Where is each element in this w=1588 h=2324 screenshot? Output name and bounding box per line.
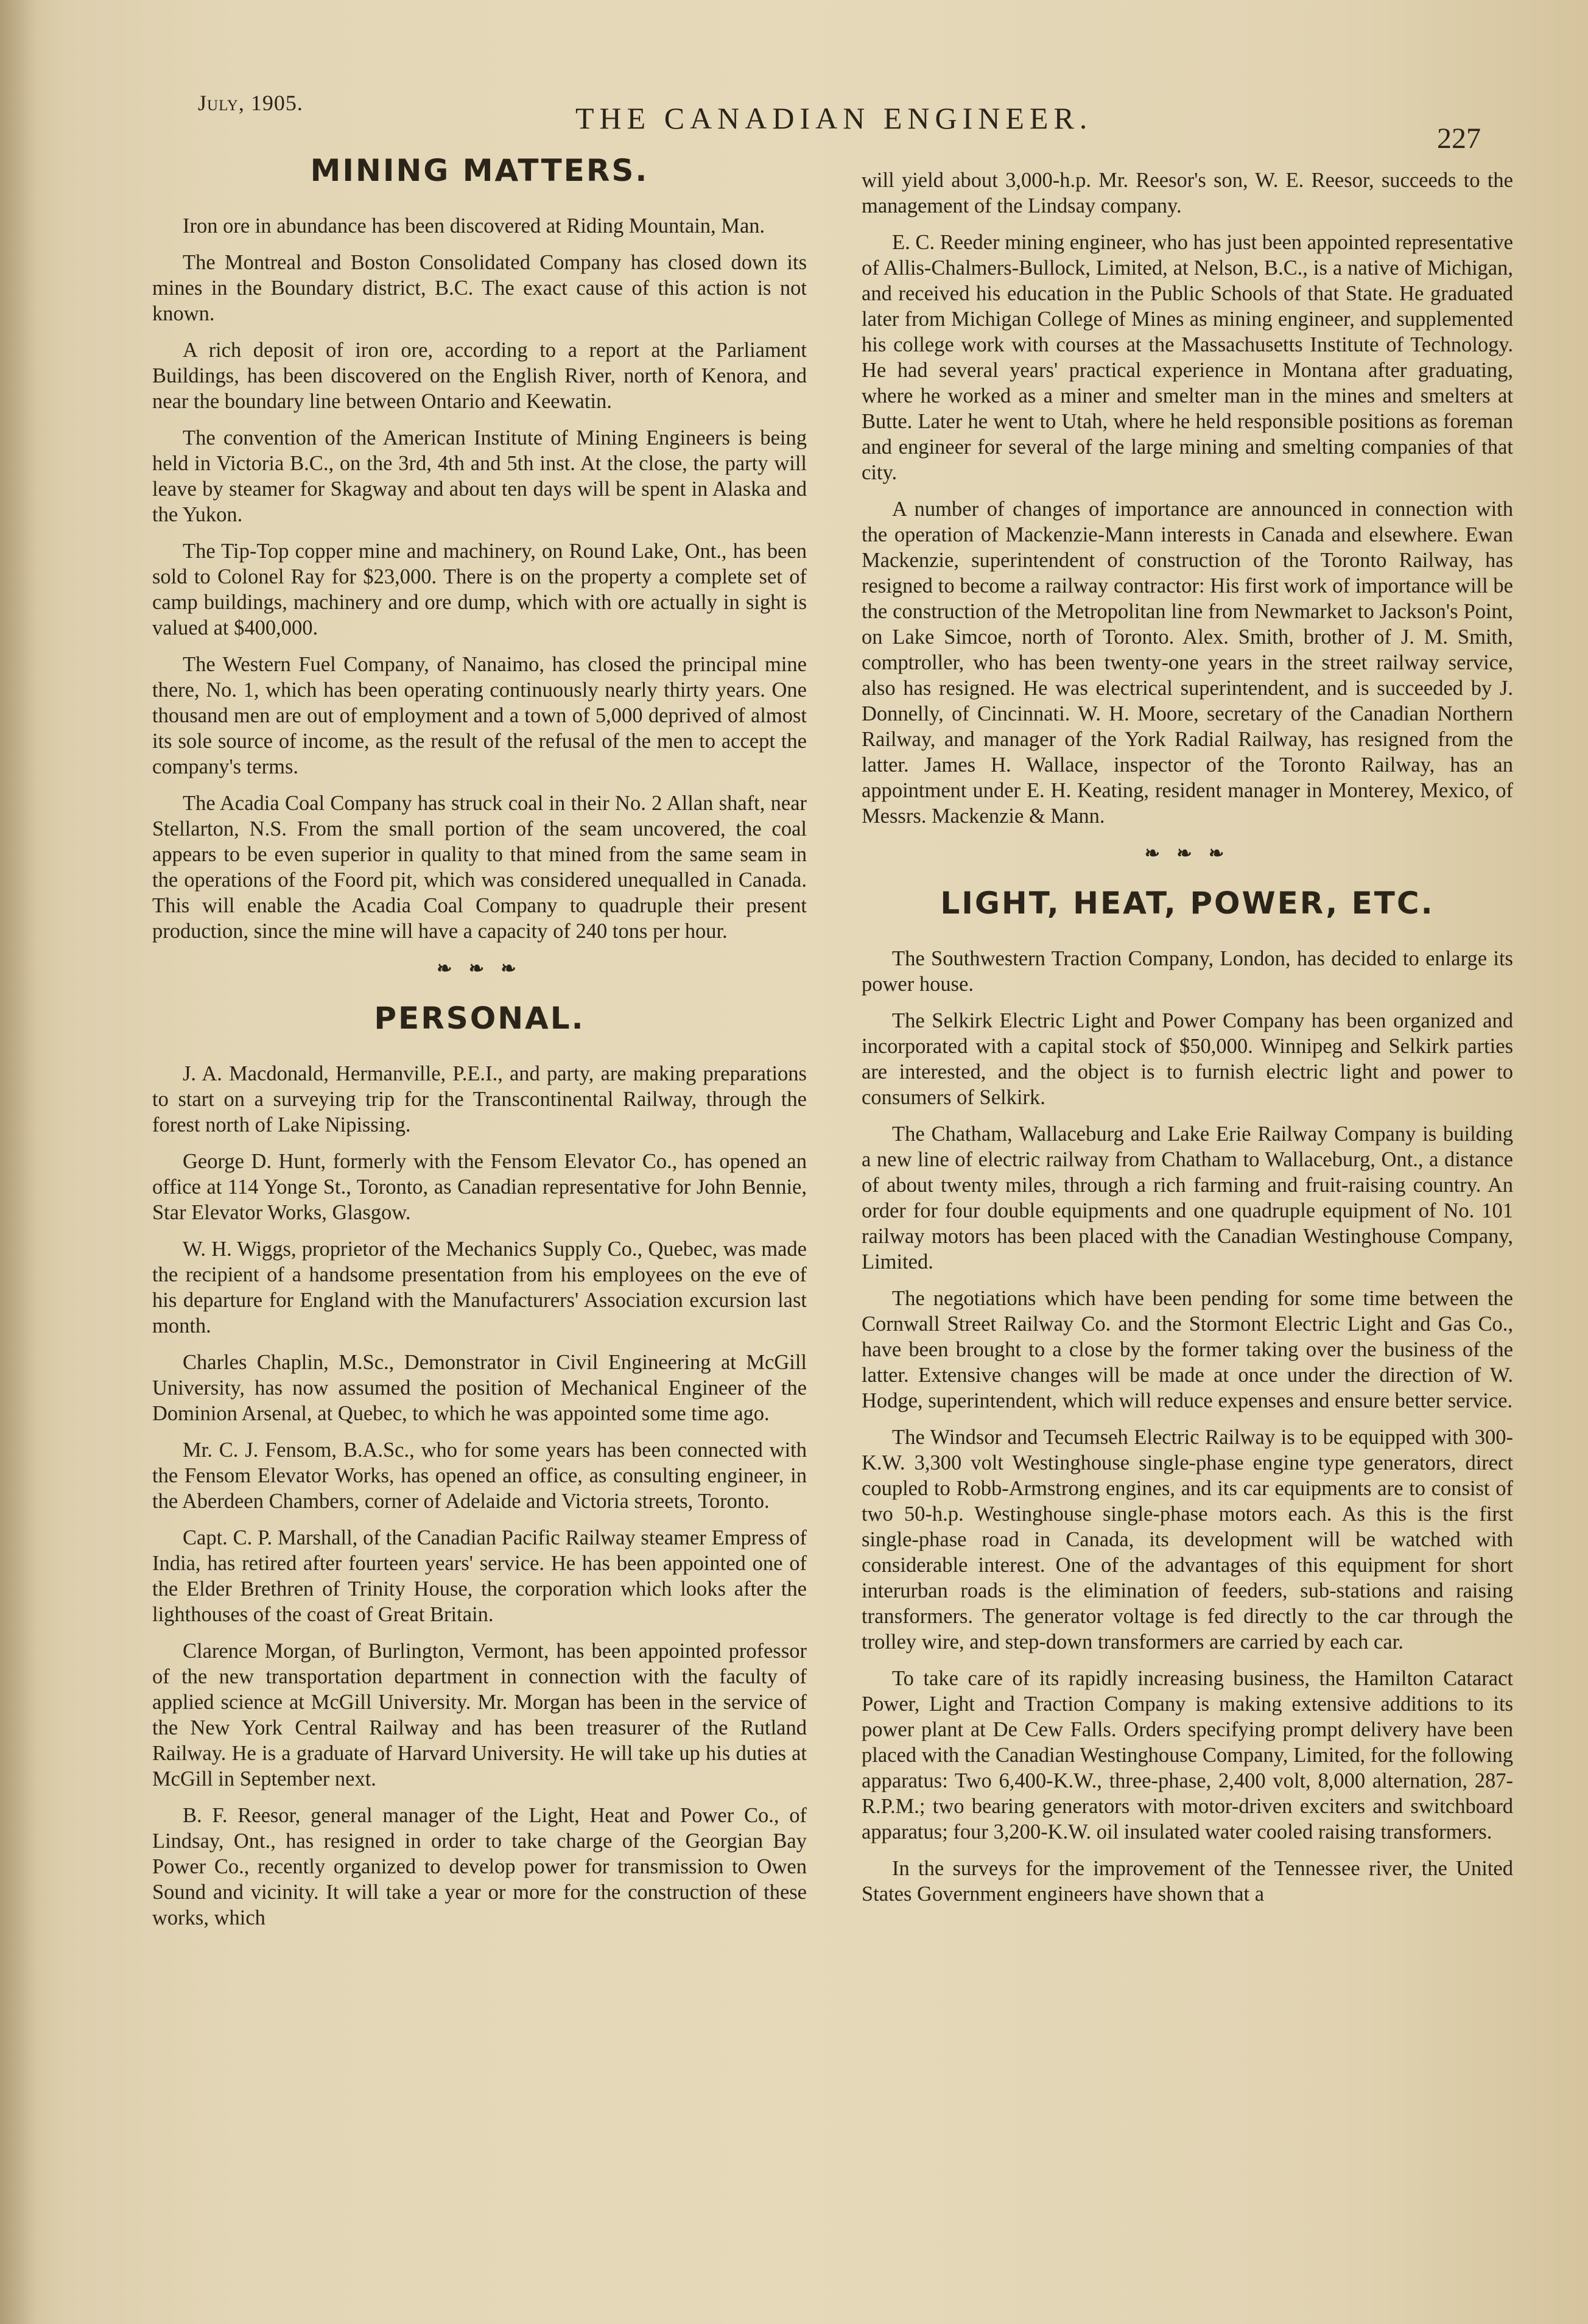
page-number: 227 xyxy=(1437,122,1481,155)
binding-shadow xyxy=(0,0,37,2324)
personal-paragraph: Capt. C. P. Marshall, of the Canadian Pacific Railway steamer Empress of India, has retired after fourteen years' service. He has been appointed one of the Elder Brethren of Trinity House, the corporation which looks after the lighthouses of the coast of Great Britain. xyxy=(152,1526,807,1626)
light-paragraph: The Southwestern Traction Company, London, has decided to enlarge its power house. xyxy=(862,947,1513,996)
mining-matters-heading: MINING MATTERS. xyxy=(310,153,649,188)
light-heat-power-heading: LIGHT, HEAT, POWER, ETC. xyxy=(940,886,1435,921)
light-paragraph: The Chatham, Wallaceburg and Lake Erie Railway Company is building a new line of electric railway from Chatham to Wallaceburg, Ont., a distance of about twenty miles, through a rich farming and fruit-raising country. An order for four double equipments and one quadruple equipment of No. 101 railway motors has been placed with the Canadian Westinghouse Company, Limited. xyxy=(862,1122,1513,1273)
mining-paragraph: The convention of the American Institute of Mining Engineers is being held in Victoria B.C., on the 3rd, 4th and 5th inst. At the close, the party will leave by steamer for Skagway and about ten days will be spent in Alaska and the Yukon. xyxy=(152,426,807,526)
personal-paragraph: E. C. Reeder mining engineer, who has just been appointed representative of Allis-Chalmers-Bullock, Limited, at Nelson, B.C., is a native of Michigan, and received his education in the Public Schools of that State. He graduated later from Michigan College of Mines as mining engineer, and supplemented his college work with courses at the Massachusetts Institute of Technology. He had several years' practical experience in Montana after graduating, where he worked as a miner and smelter man in the mines and smelters at Butte. Later he went to Utah, where he held responsible positions as foreman and engineer for several of the large mining and smelting companies of that city. xyxy=(862,231,1513,484)
mining-paragraph: The Tip-Top copper mine and machinery, on Round Lake, Ont., has been sold to Colonel Ray for $23,000. There is on the property a complete set of camp buildings, machinery and ore dump, which with ore actually in sight is valued at $400,000. xyxy=(152,540,807,639)
personal-paragraph: W. H. Wiggs, proprietor of the Mechanics Supply Co., Quebec, was made the recipient of a handsome presentation from his employees on the eve of his departure for England with the Manufacturers' Association excursion last month. xyxy=(152,1238,807,1337)
light-paragraph: The Windsor and Tecumseh Electric Railway is to be equipped with 300-K.W. 3,300 volt Westinghouse single-phase engine type generators, direct coupled to Robb-Armstrong engines, and its car equipments are to consist of two 50-h.p. Westinghouse single-phase motors each. As this is the first single-phase road in Canada, its development will be watched with considerable interest. One of the advantages of this equipment for short interurban roads is the elimination of feeders, sub-stations and raising transformers. The generator voltage is fed directly to the car through the trolley wire, and step-down transformers are carried by each car. xyxy=(862,1426,1513,1653)
personal-paragraph: B. F. Reesor, general manager of the Light, Heat and Power Co., of Lindsay, Ont., has resigned in order to take charge of the Georgian Bay Power Co., recently organized to develop power for transmission to Owen Sound and vicinity. It will take a year or more for the construction of these works, which xyxy=(152,1804,807,1929)
mining-paragraph: The Montreal and Boston Consolidated Company has closed down its mines in the Boundary district, B.C. The exact cause of this action is not known. xyxy=(152,251,807,325)
left-column xyxy=(152,152,807,1942)
personal-paragraph: A number of changes of importance are announced in connection with the operation of Mackenzie-Mann interests in Canada and elsewhere. Ewan Mackenzie, superintendent of construction of the Toronto Railway, has resigned to become a railway contractor: His first work of importance will be the construction of the Metropolitan line from Newmarket to Jackson's Point, on Lake Simcoe, north of Toronto. Alex. Smith, brother of J. M. Smith, comptroller, who has been twenty-one years in the street railway service, also has resigned. He was electrical superintendent, and is succeeded by J. Donnelly, of Cincinnati. W. H. Moore, secretary of the Canadian Northern Railway, and manager of the York Radial Railway, has resigned from the latter. James H. Wallace, inspector of the Toronto Railway, has an appointment under E. H. Keating, resident manager in Monterey, Mexico, of Messrs. Mackenzie & Mann. xyxy=(862,498,1513,828)
issue-date: July, 1905. xyxy=(198,91,303,115)
personal-paragraph: George D. Hunt, formerly with the Fensom Elevator Co., has opened an office at 114 Yonge St., Toronto, as Canadian representative for John Bennie, Star Elevator Works, Glasgow. xyxy=(152,1150,807,1224)
section-ornament: ❧ ❧ ❧ xyxy=(1144,843,1231,864)
right-column xyxy=(862,167,1513,1918)
light-paragraph: The negotiations which have been pending for some time between the Cornwall Street Railway Co. and the Stormont Electric Light and Gas Co., have been brought to a close by the former taking over the business of the latter. Extensive changes will be made at once under the direction of W. Hodge, superintendent, which will reduce expenses and ensure better service. xyxy=(862,1287,1513,1412)
section-ornament: ❧ ❧ ❧ xyxy=(437,959,522,979)
light-paragraph: To take care of its rapidly increasing business, the Hamilton Cataract Power, Light and Traction Company is making extensive additions to its power plant at De Cew Falls. Orders specifying prompt delivery have been placed with the Canadian Westinghouse Company, Limited, for the following apparatus: Two 6,400-K.W., three-phase, 2,400 volt, 8,000 alternation, 287-R.P.M.; two bearing generators with motor-driven exciters and switchboard apparatus; four 3,200-K.W. oil insulated water cooled raising transformers. xyxy=(862,1667,1513,1843)
mining-paragraph: The Acadia Coal Company has struck coal in their No. 2 Allan shaft, near Stellarton, N.S. From the small portion of the seam uncovered, the coal appears to be even superior in quality to that mined from the same seam in the operations of the Foord pit, which was considered unequalled in Canada. This will enable the Acadia Coal Company to quadruple their present production, since the mine will have a capacity of 240 tons per hour. xyxy=(152,792,807,943)
personal-paragraph: Clarence Morgan, of Burlington, Vermont, has been appointed professor of the new transportation department in connection with the faculty of applied science at McGill University. Mr. Morgan has been in the service of the New York Central Railway and has been treasurer of the Rutland Railway. He is a graduate of Harvard University. He will take up his duties at McGill in September next. xyxy=(152,1639,807,1791)
light-paragraph: The Selkirk Electric Light and Power Company has been organized and incorporated with a capital stock of $50,000. Winnipeg and Selkirk parties are interested, and the object is to furnish electric light and power to consumers of Selkirk. xyxy=(862,1009,1513,1109)
personal-paragraph: Charles Chaplin, M.Sc., Demonstrator in Civil Engineering at McGill University, has now assumed the position of Mechanical Engineer of the Dominion Arsenal, at Quebec, to which he was appointed some time ago. xyxy=(152,1351,807,1425)
personal-heading: PERSONAL. xyxy=(374,1001,585,1036)
personal-paragraph: Mr. C. J. Fensom, B.A.Sc., who for some years has been connected with the Fensom Elevator Works, has opened an office, as consulting engineer, in the Aberdeen Chambers, corner of Adelaide and Victoria streets, Toronto. xyxy=(152,1438,807,1513)
mining-paragraph: Iron ore in abundance has been discovered at Riding Mountain, Man. xyxy=(183,214,765,238)
mining-paragraph: A rich deposit of iron ore, according to a report at the Parliament Buildings, has been discovered on the English River, north of Kenora, and near the boundary line between Ontario and Keewatin. xyxy=(152,339,807,413)
mining-paragraph: The Western Fuel Company, of Nanaimo, has closed the principal mine there, No. 1, which has been operating continuously nearly thirty years. One thousand men are out of employment and a town of 5,000 deprived of almost its sole source of income, as the result of the refusal of the men to accept the company's terms. xyxy=(152,653,807,778)
journal-title: THE CANADIAN ENGINEER. xyxy=(575,101,1093,135)
personal-paragraph: J. A. Macdonald, Hermanville, P.E.I., and party, are making preparations to start on a surveying trip for the Transcontinental Railway, through the forest north of Lake Nipissing. xyxy=(152,1062,807,1136)
personal-paragraph-continued: will yield about 3,000-h.p. Mr. Reesor's son, W. E. Reesor, succeeds to the management of the Lindsay company. xyxy=(862,169,1513,217)
light-paragraph: In the surveys for the improvement of the Tennessee river, the United States Government engineers have shown that a xyxy=(862,1857,1513,1906)
